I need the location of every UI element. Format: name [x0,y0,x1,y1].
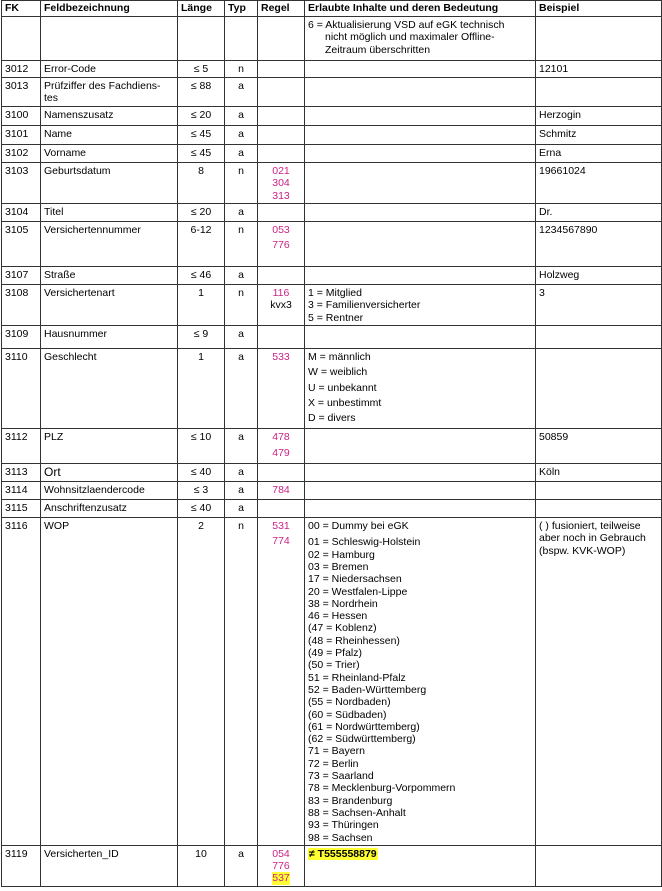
name-cell: Ort [41,464,178,482]
values-cell [305,349,536,429]
table-row [2,845,662,886]
length-cell: 10 [178,845,225,886]
rule-code: 478 [272,431,290,444]
fk-cell: 3109 [2,326,41,349]
header-row [2,1,662,17]
length-cell: ≤ 9 [178,326,225,349]
rule-code: 313 [272,189,290,202]
name-cell: Hausnummer [41,326,178,349]
table-row [2,326,662,349]
value-item: M = männlich [308,351,371,363]
fk-cell: 3114 [2,482,41,500]
continuation-line: Zeitraum überschritten [325,43,431,56]
length-cell: ≤ 45 [178,126,225,145]
values-cell [305,518,536,846]
type-cell: a [225,107,258,126]
value-item: (50 = Trier) [308,659,360,672]
name-cell: Prüfziffer des Fachdiens- tes [41,78,178,107]
field-spec-table [1,0,662,887]
table-row [2,145,662,163]
rule-code: 304 [272,177,290,190]
header-typ: Typ [225,1,258,17]
example-cell: 19661024 [536,163,662,204]
header-fk: FK [2,1,41,17]
fk-cell: 3115 [2,500,41,518]
value-item: 98 = Sachsen [308,831,373,844]
rule-code: 784 [272,484,290,497]
type-cell: a [225,204,258,222]
value-item: 72 = Berlin [308,757,359,770]
value-item: 00 = Dummy bei eGK [308,520,409,533]
value-item: 20 = Westfalen-Lippe [308,585,408,598]
rule-code: 479 [272,446,290,459]
value-item: U = unbekannt [308,381,377,394]
rule-cell [258,482,305,500]
name-cell: Titel [41,204,178,222]
table-row [2,204,662,222]
type-cell: a [225,267,258,285]
value-item: (49 = Pfalz) [308,647,362,660]
value-item: 51 = Rheinland-Pfalz [308,671,406,684]
rule-code: 774 [272,535,290,548]
continuation-line: nicht möglich und maximaler Offline- [325,31,495,44]
rule-code: kvx3 [270,299,292,312]
header-beispiel: Beispiel [536,1,662,17]
fk-cell: 3105 [2,222,41,267]
length-cell: 8 [178,163,225,204]
length-cell: 1 [178,285,225,326]
length-cell: ≤ 40 [178,464,225,482]
length-cell: ≤ 10 [178,429,225,464]
header-laenge: Länge [178,1,225,17]
length-cell: ≤ 20 [178,107,225,126]
name-cell: Anschriftenzusatz [41,500,178,518]
length-cell: ≤ 46 [178,267,225,285]
name-cell: PLZ [41,429,178,464]
value-item: (48 = Rheinhessen) [308,634,400,647]
value-item: D = divers [308,412,356,425]
example-cell: Schmitz [536,126,662,145]
value-item: (47 = Koblenz) [308,622,377,635]
value-item: 93 = Thüringen [308,819,379,832]
example-cell: ( ) fusioniert, teilweise aber noch in Gebrauch (bspw. KVK-WOP) [536,518,662,846]
type-cell: a [225,126,258,145]
value-item: 03 = Bremen [308,560,369,573]
example-cell: 1234567890 [536,222,662,267]
value-item: 02 = Hamburg [308,548,375,561]
header-regel: Regel [258,1,305,17]
header-feldbezeichnung: Feldbezeichnung [41,1,178,17]
value-item: 83 = Brandenburg [308,794,393,807]
length-cell: ≤ 20 [178,204,225,222]
type-cell: n [225,285,258,326]
header-erlaubte-inhalte: Erlaubte Inhalte und deren Bedeutung [305,1,536,17]
fk-cell: 3119 [2,845,41,886]
fk-cell: 3102 [2,145,41,163]
value-item: 1 = Mitglied [308,287,362,299]
name-cell: Name [41,126,178,145]
values-cell [305,845,536,886]
length-cell: 2 [178,518,225,846]
type-cell: a [225,349,258,429]
table-row [2,126,662,145]
value-item: 71 = Bayern [308,745,365,758]
example-cell: Dr. [536,204,662,222]
name-cell: Versicherten_ID [41,845,178,886]
rule-cell [258,518,305,846]
value-item: 3 = Familienversicherter [308,299,421,312]
fk-cell: 3112 [2,429,41,464]
value-item: (62 = Südwürttemberg) [308,733,416,746]
example-cell: 3 [536,285,662,326]
table-row [2,429,662,464]
rule-code: 054 [272,847,290,860]
fk-cell: 3113 [2,464,41,482]
table-row [2,349,662,429]
value-item: (55 = Nordbaden) [308,696,391,709]
type-cell: a [225,500,258,518]
fk-cell: 3012 [2,61,41,78]
rule-code: 776 [272,239,290,252]
example-cell: Herzogin [536,107,662,126]
type-cell: a [225,429,258,464]
table-row [2,464,662,482]
rule-code: 021 [272,165,290,177]
value-item: (61 = Nordwürttemberg) [308,720,420,733]
rule-cell [258,163,305,204]
example-cell: Erna [536,145,662,163]
rule-cell [258,429,305,464]
rule-code: 533 [272,351,290,363]
value-item: 01 = Schleswig-Holstein [308,536,421,549]
fk-cell: 3108 [2,285,41,326]
table-row [2,285,662,326]
name-cell: Versichertennummer [41,222,178,267]
type-cell: a [225,326,258,349]
rule-code: 776 [272,860,290,873]
value-item: 78 = Mecklenburg-Vorpommern [308,782,456,795]
table-row [2,61,662,78]
type-cell: a [225,464,258,482]
table-row [2,78,662,107]
name-cell: WOP [41,518,178,846]
continuation-row [2,17,662,61]
value-item: 46 = Hessen [308,610,368,623]
table-row [2,222,662,267]
type-cell: n [225,163,258,204]
continuation-cell [305,17,536,61]
value-item: 38 = Nordrhein [308,597,378,610]
fk-cell: 3107 [2,267,41,285]
value-item: X = unbestimmt [308,396,382,409]
table-row [2,267,662,285]
example-cell: Köln [536,464,662,482]
name-cell: Vorname [41,145,178,163]
table-row [2,518,662,846]
continuation-line: 6 = Aktualisierung VSD auf eGK technisch [308,19,505,31]
value-item: 73 = Saarland [308,770,374,783]
length-cell: ≤ 40 [178,500,225,518]
fk-cell: 3013 [2,78,41,107]
type-cell: n [225,61,258,78]
fk-cell: 3103 [2,163,41,204]
type-cell: a [225,78,258,107]
name-cell: Wohnsitzlaendercode [41,482,178,500]
fk-cell: 3104 [2,204,41,222]
value-item: 88 = Sachsen-Anhalt [308,806,406,819]
values-cell [305,285,536,326]
length-cell: ≤ 88 [178,78,225,107]
rule-cell [258,285,305,326]
type-cell: n [225,222,258,267]
value-item: 52 = Baden-Württemberg [308,683,427,696]
type-cell: a [225,482,258,500]
rule-code: 053 [272,224,290,236]
rule-cell [258,222,305,267]
value-item: 17 = Niedersachsen [308,573,402,586]
length-cell: ≤ 5 [178,61,225,78]
type-cell: a [225,845,258,886]
type-cell: a [225,145,258,163]
length-cell: ≤ 45 [178,145,225,163]
name-cell: Versichertenart [41,285,178,326]
name-cell: Geburtsdatum [41,163,178,204]
fk-cell: 3100 [2,107,41,126]
fk-cell: 3110 [2,349,41,429]
name-cell: Namenszusatz [41,107,178,126]
example-cell: Holzweg [536,267,662,285]
value-item: (60 = Südbaden) [308,708,387,721]
rule-code: 116 [272,287,290,299]
fk-cell: 3116 [2,518,41,846]
length-cell: 6-12 [178,222,225,267]
example-cell: 12101 [536,61,662,78]
rule-code-highlighted: 537 [272,872,290,885]
name-cell: Straße [41,267,178,285]
fk-cell: 3101 [2,126,41,145]
name-cell: Geschlecht [41,349,178,429]
value-item-highlighted: ≠ T555558879 [309,847,377,860]
rule-cell [258,845,305,886]
value-item: 5 = Rentner [308,311,364,324]
example-cell: 50859 [536,429,662,464]
rule-code: 531 [272,520,290,533]
rule-cell [258,349,305,429]
table-row [2,107,662,126]
table-row [2,163,662,204]
type-cell: n [225,518,258,846]
table-row [2,500,662,518]
length-cell: ≤ 3 [178,482,225,500]
value-item: W = weiblich [308,366,368,379]
table-row [2,482,662,500]
name-cell: Error-Code [41,61,178,78]
length-cell: 1 [178,349,225,429]
